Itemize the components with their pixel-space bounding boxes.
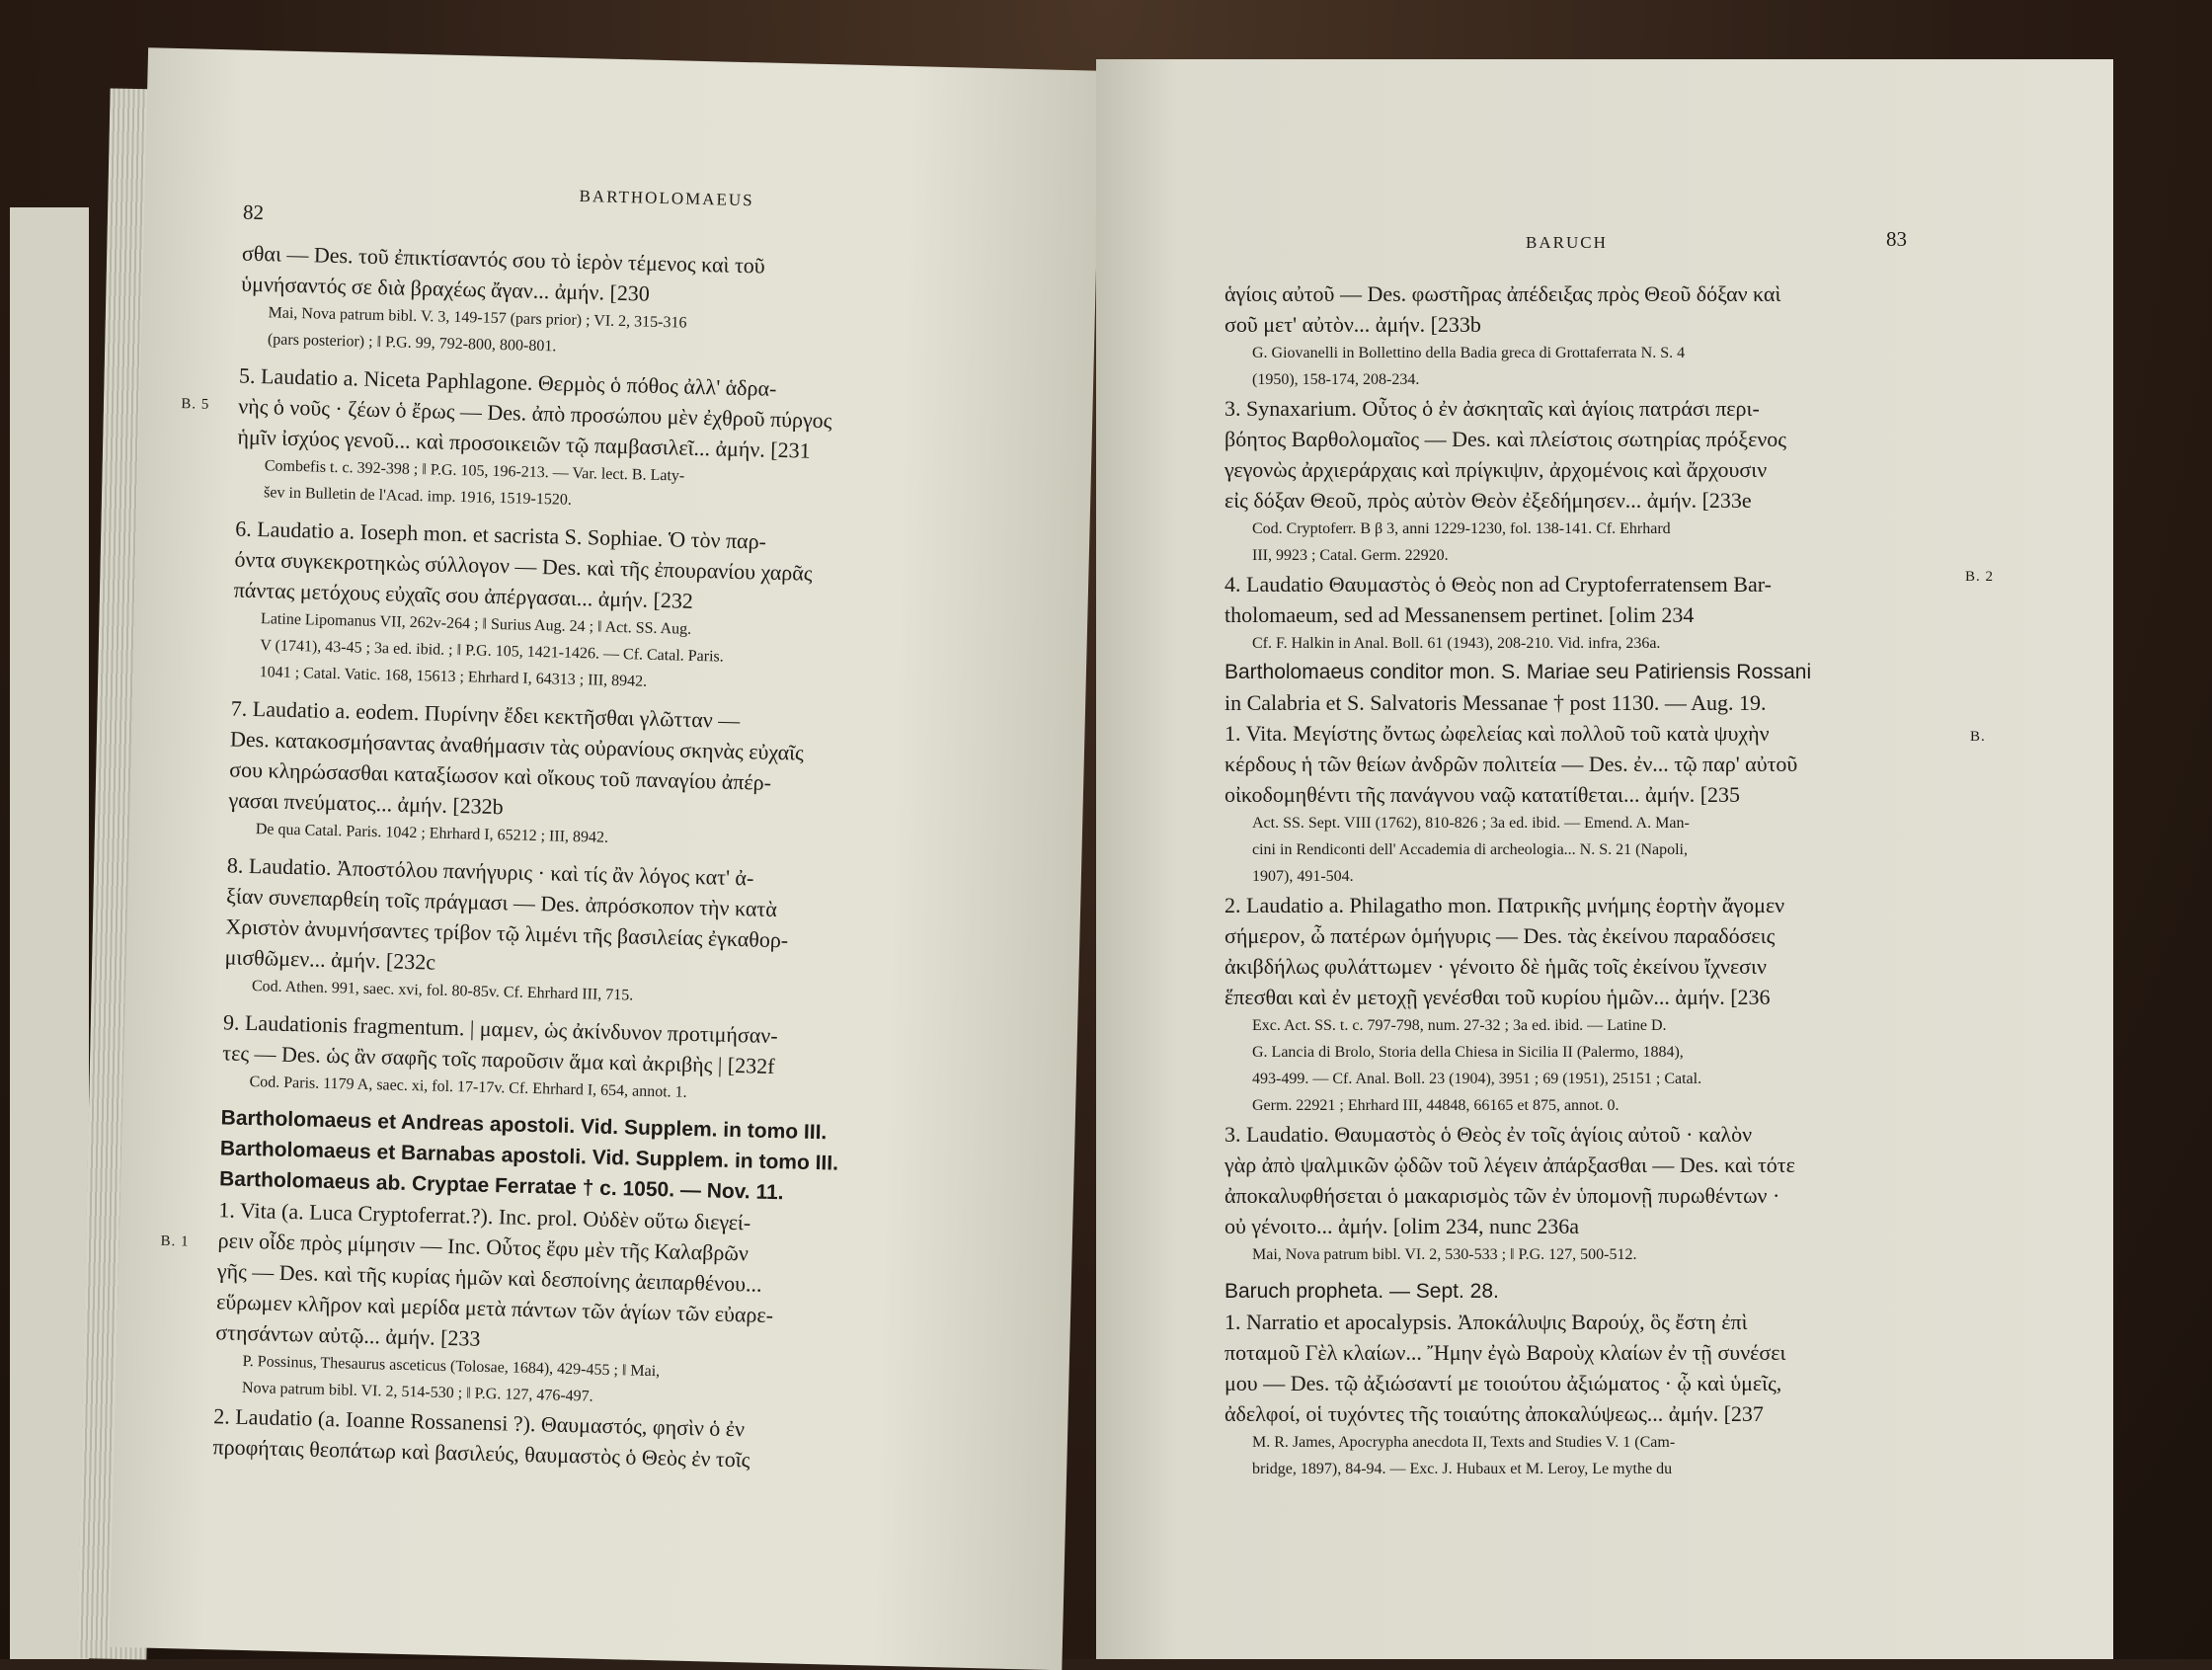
text-line: ἡμῖν ἰσχύος γενοῦ... καὶ προσοικειῶν τῷ παμβασιλεῖ... ἀμήν. [231 [237, 424, 811, 463]
text-line: οἰκοδομηθέντι τῆς πανάγνου ναῷ κατατίθεται... ἀμήν. [235 [1224, 782, 1741, 807]
text-line: εἰς δόξαν Θεοῦ, πρὸς αὐτὸν Θεὸν ἐξεδήμησεν... ἀμήν. [233e [1224, 488, 1752, 513]
reference-line: (1950), 158-174, 208-234. [1252, 371, 1420, 388]
reference-line: De qua Catal. Paris. 1042 ; Ehrhard I, 65212 ; III, 8942. [255, 821, 609, 846]
reference-line: Latine Lipomanus VII, 262v-264 ; ‖ Surius Aug. 24 ; ‖ Act. SS. Aug. [260, 610, 692, 638]
text-line: βόητος Βαρθολομαῖος — Des. καὶ πλείστοις σωτηρίας πρόξενος [1224, 427, 1787, 451]
text-line: 1. Vita. Μεγίστης ὄντως ὠφελείας καὶ πολλοῦ τοῦ κατὰ ψυχὴν [1224, 721, 1770, 746]
reference-line: Cod. Athen. 991, saec. xvi, fol. 80-85v. Cf. Ehrhard III, 715. [251, 978, 634, 1004]
text-line: ἁγίοις αὐτοῦ — Des. φωστῆρας ἀπέδειξας πρὸς Θεοῦ δόξαν καὶ [1224, 281, 1781, 306]
right-text-column [1224, 278, 1955, 1482]
text-line: in Calabria et S. Salvatoris Messanae † post 1130. — Aug. 19. [1224, 690, 1767, 715]
reference-line: (pars posterior) ; ‖ P.G. 99, 792-800, 800-801. [267, 331, 557, 356]
text-line: Des. κατακοσμήσαντας ἀναθήμασιν τὰς οὐρανίους σκηνὰς εὐχαῖς [229, 726, 805, 765]
entry-heading: Bartholomaeus ab. Cryptae Ferratae † c. 1050. — Nov. 11. [218, 1167, 784, 1205]
text-line: πάντας μετόχους εὐχαῖς σου ἀπέργασαι... ἀμήν. [232 [233, 577, 694, 613]
reference-line: Exc. Act. SS. t. c. 797-798, num. 27-32 ; 3a ed. ibid. — Latine D. [1252, 1017, 1667, 1034]
reference-line: G. Lancia di Brolo, Storia della Chiesa in Sicilia II (Palermo, 1884), [1252, 1044, 1684, 1061]
right-page [1096, 59, 2113, 1659]
reference-line: Act. SS. Sept. VIII (1762), 810-826 ; 3a ed. ibid. — Emend. A. Man- [1252, 815, 1690, 832]
page-number: 82 [242, 199, 265, 225]
margin-note: B. [1970, 729, 1986, 745]
left-page [110, 47, 1101, 1670]
text-line: ἕπεσθαι καὶ ἐν μετοχῇ γενέσθαι τοῦ κυρίου ἡμῶν... ἀμήν. [236 [1224, 985, 1771, 1009]
reference-line: 493-499. — Cf. Anal. Boll. 23 (1904), 3951 ; 69 (1951), 25151 ; Catal. [1252, 1071, 1702, 1087]
text-line: ξίαν συνεπαρθείη τοῖς πράγμασι — Des. ἀπρόσκοπον τὴν κατὰ [225, 883, 778, 922]
running-head: BARTHOLOMAEUS [579, 186, 754, 210]
text-line: σου κληρώσασθαι καταξίωσον καὶ οἴκους τοῦ παναγίου ἀπέρ- [229, 756, 772, 795]
text-line: ὑμνήσαντός σε διὰ βραχέως ἄγαν... ἀμήν. [230 [241, 271, 651, 306]
reference-line: 1041 ; Catal. Vatic. 168, 15613 ; Ehrhard I, 64313 ; III, 8942. [259, 664, 648, 690]
text-line: οὐ γένοιτο... ἀμήν. [olim 234, nunc 236a [1224, 1214, 1580, 1238]
page-stack-edge [10, 207, 89, 1659]
reference-line: bridge, 1897), 84-94. — Exc. J. Hubaux et M. Leroy, Le mythe du [1252, 1461, 1673, 1477]
reference-line: cini in Rendiconti dell' Accademia di archeologia... N. S. 21 (Napoli, [1252, 841, 1688, 858]
reference-line: Mai, Nova patrum bibl. VI. 2, 530-533 ; ‖ P.G. 127, 500-512. [1252, 1246, 1637, 1263]
text-line: στησάντων αὐτῷ... ἀμήν. [233 [215, 1319, 481, 1351]
text-line: σήμερον, ὦ πατέρων ὁμήγυρις — Des. τὰς ἐκείνου παραδόσεις [1224, 923, 1776, 948]
reference-line: Combefis t. c. 392-398 ; ‖ P.G. 105, 196-213. — Var. lect. B. Laty- [264, 457, 685, 485]
text-line: 8. Laudatio. Ἀποστόλου πανήγυρις · καὶ τίς ἂν λόγος κατ' ἀ- [226, 852, 754, 891]
text-line: μου — Des. τῷ ἀξιώσαντί με τοιούτου ἀξιώματος · ᾧ καὶ ὑμεῖς, [1224, 1371, 1782, 1395]
text-line: 2. Laudatio a. Philagatho mon. Πατρικῆς μνήμης ἑορτὴν ἄγομεν [1224, 893, 1785, 917]
text-line: 4. Laudatio Θαυμαστὸς ὁ Θεὸς non ad Cryptoferratensem Bar- [1224, 572, 1772, 596]
reference-line: V (1741), 43-45 ; 3a ed. ibid. ; ‖ P.G. 105, 1421-1426. — Cf. Catal. Paris. [260, 637, 724, 666]
margin-note: B. 1 [160, 1233, 190, 1250]
text-line: γὰρ ἀπὸ ψαλμικῶν ᾠδῶν τοῦ λέγειν ἀπάρξασθαι — Des. καὶ τότε [1224, 1153, 1795, 1177]
text-line: γεγονὼς ἀρχιεράρχαις καὶ πρίγκιψιν, ἀρχομένοις καὶ ἄρχουσιν [1224, 457, 1768, 482]
text-line: ποταμοῦ Γὲλ κλαίων... Ἤμην ἐγὼ Βαροὺχ κλαίων ἐν τῇ συνέσει [1224, 1340, 1786, 1365]
text-line: τες — Des. ὡς ἂν σαφῆς τοῖς παροῦσιν ἅμα καὶ ἀκριβὴς | [232f [221, 1040, 775, 1079]
text-line: νὴς ὁ νοῦς · ζέων ὁ ἔρως — Des. ἀπὸ προσώπου μὲν ἐχθροῦ πύργος [238, 393, 832, 434]
reference-line: Cod. Cryptoferr. B β 3, anni 1229-1230, fol. 138-141. Cf. Ehrhard [1252, 520, 1671, 537]
entry-heading: Bartholomaeus et Andreas apostoli. Vid. Supplem. in tomo III. [220, 1106, 828, 1145]
text-line: ἀποκαλυφθήσεται ὁ μακαρισμὸς τῶν ἐν ὑπομονῇ πυρωθέντων · [1224, 1183, 1780, 1208]
text-line: Χριστὸν ἀνυμνήσαντες τρίβον τῷ λιμένι τῆς βασιλείας ἐγκαθορ- [225, 914, 789, 953]
text-line: 5. Laudatio a. Niceta Paphlagone. Θερμὸς ὁ πόθος ἀλλ' ἁδρα- [238, 362, 777, 401]
text-line: 7. Laudatio a. eodem. Πυρίνην ἔδει κεκτῆσθαι γλῶτταν — [230, 695, 741, 734]
text-line: tholomaeum, sed ad Messanensem pertinet. [olim 234 [1224, 602, 1695, 627]
text-line: προφήταις θεοπάτωρ καὶ βασιλεύς, θαυμαστὸς ὁ Θεὸς ἐν τοῖς [212, 1434, 750, 1472]
reference-line: Germ. 22921 ; Ehrhard III, 44848, 66165 et 875, annot. 0. [1252, 1097, 1620, 1114]
text-line: εὕρωμεν κλῆρον καὶ μερίδα μετὰ πάντων τῶν ἁγίων τῶν εὐαρε- [215, 1289, 774, 1328]
entry-heading: Bartholomaeus et Barnabas apostoli. Vid. Supplem. in tomo III. [219, 1137, 839, 1175]
reference-line: Cod. Paris. 1179 A, saec. xi, fol. 17-17v. Cf. Ehrhard I, 654, annot. 1. [249, 1074, 687, 1101]
text-line: ρειν οἶδε πρὸς μίμησιν — Inc. Οὗτος ἔφυ μὲν τῆς Καλαβρῶν [217, 1228, 750, 1266]
text-line: 3. Synaxarium. Οὗτος ὁ ἐν ἀσκηταῖς καὶ ἁγίοις πατράσι περι- [1224, 396, 1760, 421]
text-line: γασαι πνεύματος... ἀμήν. [232b [228, 787, 504, 820]
text-line: ἀδελφοί, οἱ τυχόντες τῆς τοιαύτης ἀποκαλύψεως... ἀμήν. [237 [1224, 1401, 1764, 1426]
running-head: BARUCH [1526, 233, 1608, 252]
reference-line: P. Possinus, Thesaurus asceticus (Tolosae, 1684), 429-455 ; ‖ Mai, [242, 1352, 661, 1381]
text-line: 1. Narratio et apocalypsis. Ἀποκάλυψις Βαρούχ, ὃς ἔστη ἐπὶ [1224, 1310, 1748, 1334]
text-line: 9. Laudationis fragmentum. | μαμεν, ὡς ἀκίνδυνον προτιμήσαν- [222, 1009, 778, 1049]
entry-heading: Baruch propheta. — Sept. 28. [1224, 1280, 1499, 1303]
margin-note: B. 2 [1965, 569, 1995, 585]
text-line: ἀκιβδήλως φυλάττωμεν · γένοιτο δὲ ἡμᾶς τοῖς ἐκείνου ἴχνεσιν [1224, 954, 1767, 979]
text-line: σθαι — Des. τοῦ ἐπικτίσαντός σου τὸ ἱερὸν τέμενος καὶ τοῦ [241, 240, 766, 278]
margin-note: B. 5 [181, 396, 210, 413]
text-line: 1. Vita (a. Luca Cryptoferrat.?). Inc. prol. Οὐδὲν οὕτω διεγεί- [218, 1197, 751, 1235]
text-line: 3. Laudatio. Θαυμαστὸς ὁ Θεὸς ἐν τοῖς ἁγίοις αὐτοῦ · καλὸν [1224, 1122, 1753, 1147]
text-line: γῆς — Des. καὶ τῆς κυρίας ἡμῶν καὶ δεσποίνης ἀειπαρθένου... [216, 1258, 762, 1297]
reference-line: G. Giovanelli in Bollettino della Badia greca di Grottaferrata N. S. 4 [1252, 345, 1686, 361]
reference-line: 1907), 491-504. [1252, 868, 1354, 885]
text-line: μισθῶμεν... ἀμήν. [232c [224, 944, 436, 975]
reference-line: M. R. James, Apocrypha anecdota II, Texts and Studies V. 1 (Cam- [1252, 1434, 1676, 1451]
reference-line: III, 9923 ; Catal. Germ. 22920. [1252, 547, 1449, 564]
text-line: σοῦ μετ' αὐτὸν... ἀμήν. [233b [1224, 312, 1481, 337]
left-text-column [212, 238, 1052, 1482]
text-line: 6. Laudatio a. Ioseph mon. et sacrista S. Sophiae. Ὁ τὸν παρ- [234, 516, 767, 554]
reference-line: Nova patrum bibl. VI. 2, 514-530 ; ‖ P.G. 127, 476-497. [241, 1379, 593, 1405]
text-line: 2. Laudatio (a. Ioanne Rossanensi ?). Θαυμαστός, φησὶν ὁ ἐν [213, 1403, 746, 1442]
text-line: όντα συγκεκροτηκὼς σύλλογον — Des. καὶ τῆς ἐπουρανίου χαρᾶς [234, 546, 813, 586]
reference-line: Cf. F. Halkin in Anal. Boll. 61 (1943), 208-210. Vid. infra, 236a. [1252, 635, 1661, 652]
entry-heading: Bartholomaeus conditor mon. S. Mariae seu Patiriensis Rossani [1224, 661, 1812, 683]
text-line: κέρδους ἡ τῶν θείων ἀνδρῶν πολιτεία — Des. ἐν... τῷ παρ' αὐτοῦ [1224, 752, 1798, 776]
reference-line: šev in Bulletin de l'Acad. imp. 1916, 1519-1520. [263, 484, 573, 509]
reference-line: Mai, Nova patrum bibl. V. 3, 149-157 (pars prior) ; VI. 2, 315-316 [268, 304, 687, 332]
page-number: 83 [1886, 227, 1907, 251]
